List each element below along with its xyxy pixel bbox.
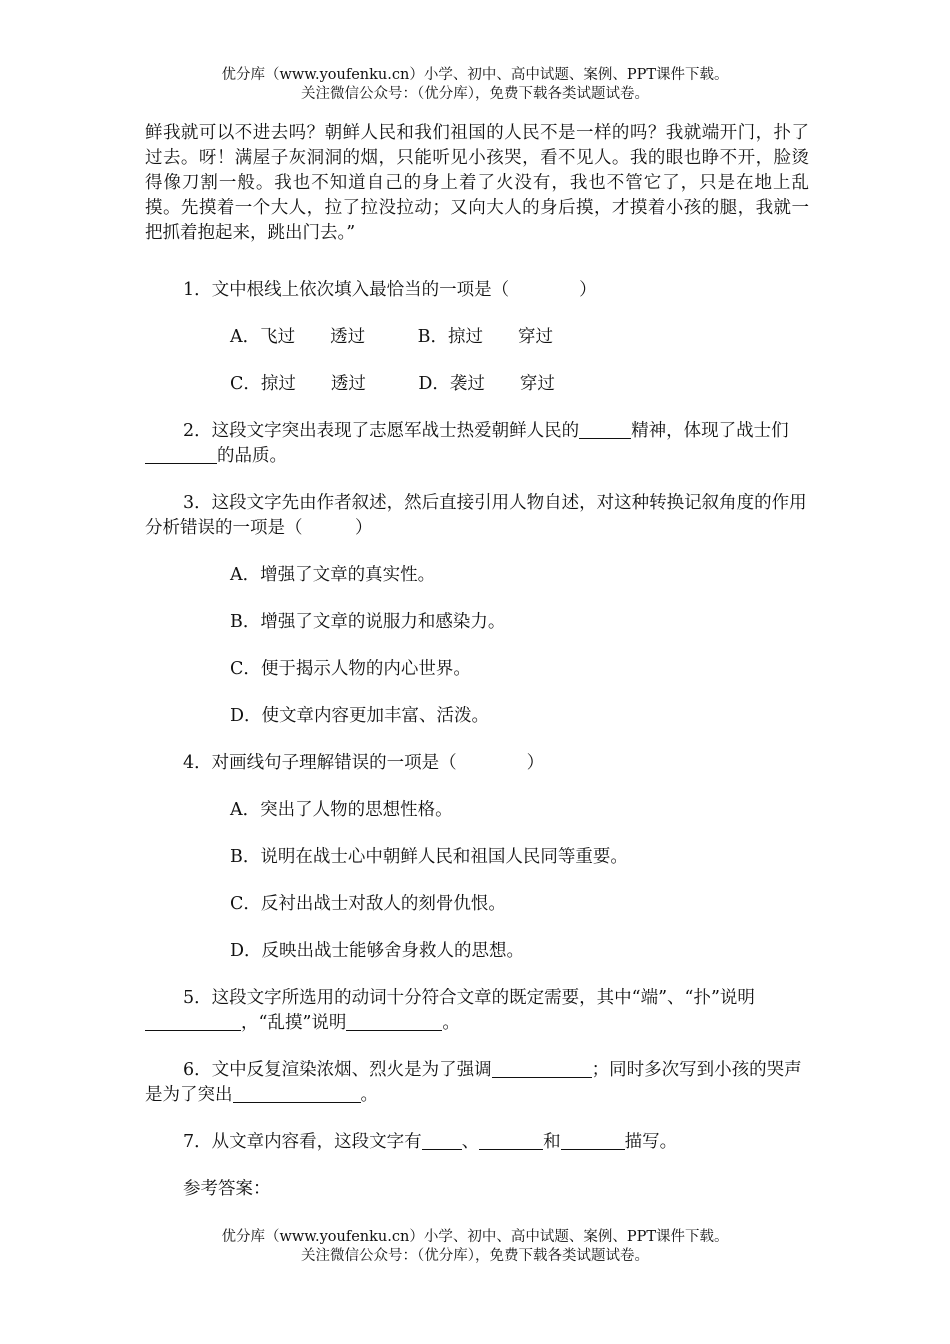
question-5-text-b: ，“乱摸”说明 bbox=[241, 1013, 347, 1033]
page-header bbox=[0, 66, 950, 104]
footer-line-2: 关注微信公众号：（优分库），免费下载各类试题试卷。 bbox=[301, 1248, 649, 1264]
question-2-text-b: 精神，体现了战士们 bbox=[631, 421, 789, 441]
question-3-stem: 3．这段文字先由作者叙述，然后直接引用人物自述，对这种转换记叙角度的作用分析错误的一项是（ ） bbox=[145, 493, 807, 538]
question-2-blank-2 bbox=[145, 445, 217, 464]
question-3-option-a: A．增强了文章的真实性。 bbox=[230, 565, 436, 585]
question-3-option-b: B．增强了文章的说服力和感染力。 bbox=[230, 612, 506, 632]
question-7-text-a: 7．从文章内容看，这段文字有 bbox=[183, 1132, 422, 1152]
question-7-blank-3 bbox=[561, 1131, 625, 1150]
question-5-blank-1 bbox=[145, 1012, 241, 1031]
question-1-stem: 1．文中根线上依次填入最恰当的一项是（ ） bbox=[183, 280, 597, 300]
question-6-text-c: 。 bbox=[360, 1085, 378, 1105]
question-7-text-c: 和 bbox=[543, 1132, 561, 1152]
question-2-blank-1 bbox=[579, 420, 631, 439]
question-5-text-c: 。 bbox=[442, 1013, 460, 1033]
header-line-1: 优分库（www.youfenku.cn）小学、初中、高中试题、案例、PPT课件下载。 bbox=[221, 67, 729, 83]
question-2-text-a: 2．这段文字突出表现了志愿军战士热爱朝鲜人民的 bbox=[183, 421, 580, 441]
question-3-option-d: D．使文章内容更加丰富、活泼。 bbox=[230, 706, 490, 726]
question-3-option-c: C．便于揭示人物的内心世界。 bbox=[230, 659, 471, 679]
question-4-option-c: C．反衬出战士对敌人的刻骨仇恨。 bbox=[230, 894, 506, 914]
question-6-text-b: ；同时多次写到小孩的哭声是为了突出 bbox=[145, 1060, 802, 1105]
question-2-text-c: 的品质。 bbox=[217, 446, 287, 466]
question-1-options-row-1: A．飞过 透过 B．掠过 穿过 bbox=[230, 327, 553, 347]
question-5-blank-2 bbox=[346, 1012, 442, 1031]
question-7-text-b: 、 bbox=[461, 1132, 480, 1152]
document-body bbox=[145, 121, 809, 1202]
answer-key-label: 参考答案： bbox=[183, 1179, 271, 1199]
question-6-text-a: 6．文中反复渲染浓烟、烈火是为了强调 bbox=[183, 1060, 492, 1080]
question-7 bbox=[145, 1130, 809, 1155]
question-5 bbox=[145, 986, 809, 1036]
question-6 bbox=[145, 1058, 809, 1108]
question-4-option-b: B．说明在战士心中朝鲜人民和祖国人民同等重要。 bbox=[230, 847, 628, 867]
question-6-blank-1 bbox=[492, 1059, 592, 1078]
question-6-blank-2 bbox=[233, 1084, 361, 1103]
question-2 bbox=[145, 419, 809, 469]
question-7-text-d: 描写。 bbox=[624, 1132, 678, 1152]
question-5-text-a: 5．这段文字所选用的动词十分符合文章的既定需要，其中“端”、“扑”说明 bbox=[183, 988, 755, 1008]
question-7-blank-1 bbox=[422, 1131, 462, 1150]
question-1-options-row-2: C．掠过 透过 D．袭过 穿过 bbox=[230, 374, 555, 394]
question-4-option-d: D．反映出战士能够舍身救人的思想。 bbox=[230, 941, 525, 961]
question-4-stem: 4．对画线句子理解错误的一项是（ ） bbox=[183, 753, 545, 773]
footer-line-1: 优分库（www.youfenku.cn）小学、初中、高中试题、案例、PPT课件下载。 bbox=[221, 1229, 729, 1245]
passage-text: 鲜我就可以不进去吗？朝鲜人民和我们祖国的人民不是一样的吗？我就端开门，扑了过去。呀！满屋子灰洞洞的烟，只能听见小孩哭，看不见人。我的眼也睁不开，脸烫得像刀割一般。我也不知道自己的身上着了火没有，我也不管它了，只是在地上乱摸。先摸着一个大人，拉了拉没拉动；又向大人的身后摸，才摸着小孩的腿，我就一把抓着抱起来，跳出门去。” bbox=[145, 123, 809, 243]
question-4-option-a: A．突出了人物的思想性格。 bbox=[230, 800, 453, 820]
header-line-2: 关注微信公众号：（优分库），免费下载各类试题试卷。 bbox=[301, 86, 649, 102]
page-footer bbox=[0, 1228, 950, 1266]
question-7-blank-2 bbox=[479, 1131, 543, 1150]
